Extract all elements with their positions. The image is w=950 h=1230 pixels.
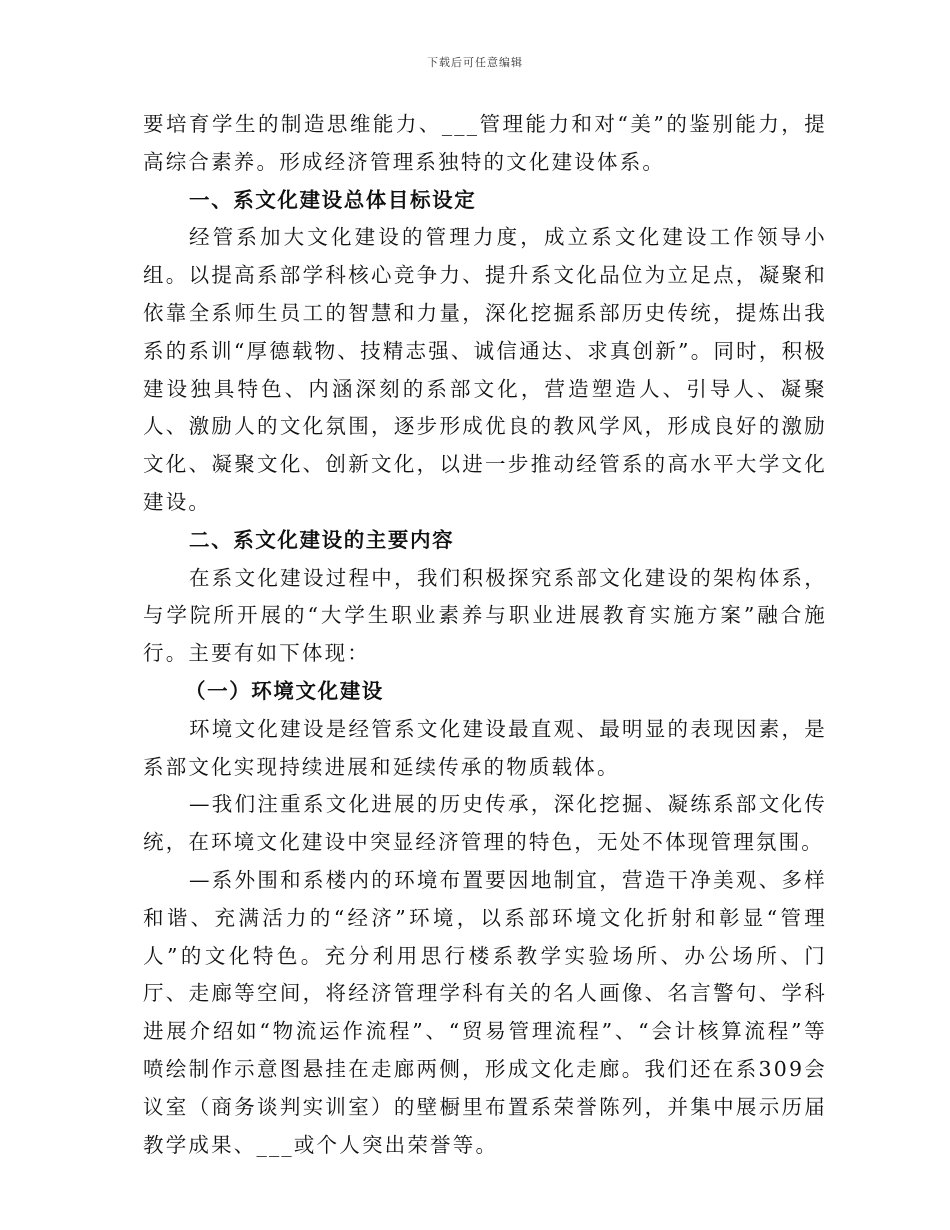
subsection-heading-1: （一）环境文化建设 bbox=[185, 678, 384, 703]
page-header: 下载后可任意编辑 bbox=[427, 56, 523, 69]
paragraph-continuation: 要培育学生的制造思维能力、___管理能力和对“美”的鉴别能力，提高综合素养。形成经济管理系独特的文化建设体系。 bbox=[143, 112, 827, 174]
paragraph-history: —我们注重系文化进展的历史传承，深化挖掘、凝练系部文化传统，在环境文化建设中突显经济管理的特色，无处不体现管理氛围。 bbox=[143, 792, 827, 855]
paragraph-main-content: 在系文化建设过程中，我们积极探究系部文化建设的架构体系，与学院所开展的“大学生职业素养与职业进展教育实施方案”融合施行。主要有如下体现： bbox=[143, 565, 827, 666]
paragraph-goals: 经管系加大文化建设的管理力度，成立系文化建设工作领导小组。以提高系部学科核心竞争力、提升系文化品位为立足点，凝聚和依靠全系师生员工的智慧和力量，深化挖掘系部历史传统，提炼出我系的系训“厚德载物、技精志强、诚信通达、求真创新”。同时，积极建设独具特色、内涵深刻的系部文化，营造塑造人、引导人、凝聚人、激励人的文化氛围，逐步形成优良的教风学风，形成良好的激励文化、凝聚文化、创新文化，以进一步推动经管系的高水平大学文化建设。 bbox=[143, 225, 827, 514]
section-heading-1: 一、系文化建设总体目标设定 bbox=[189, 187, 477, 212]
paragraph-layout: —系外围和系楼内的环境布置要因地制宜，营造干净美观、多样和谐、充满活力的“经济”环境，以系部环境文化折射和彰显“管理人”的文化特色。充分利用思行楼系教学实验场所、办公场所、门厅、走廊等空间，将经济管理学科有关的名人画像、名言警句、学科进展介绍如“物流运作流程”、“贸易管理流程”、“会计核算流程”等喷绘制作示意图悬挂在走廊两侧，形成文化走廊。我们还在系309会议室（商务谈判实训室）的壁橱里布置系荣誉陈列，并集中展示历届教学成果、___或个人突出荣誉等。 bbox=[143, 867, 827, 1157]
document-body bbox=[143, 106, 827, 1164]
section-heading-2: 二、系文化建设的主要内容 bbox=[189, 527, 455, 552]
paragraph-environment: 环境文化建设是经管系文化建设最直观、最明显的表现因素，是系部文化实现持续进展和延续传承的物质载体。 bbox=[143, 716, 827, 779]
